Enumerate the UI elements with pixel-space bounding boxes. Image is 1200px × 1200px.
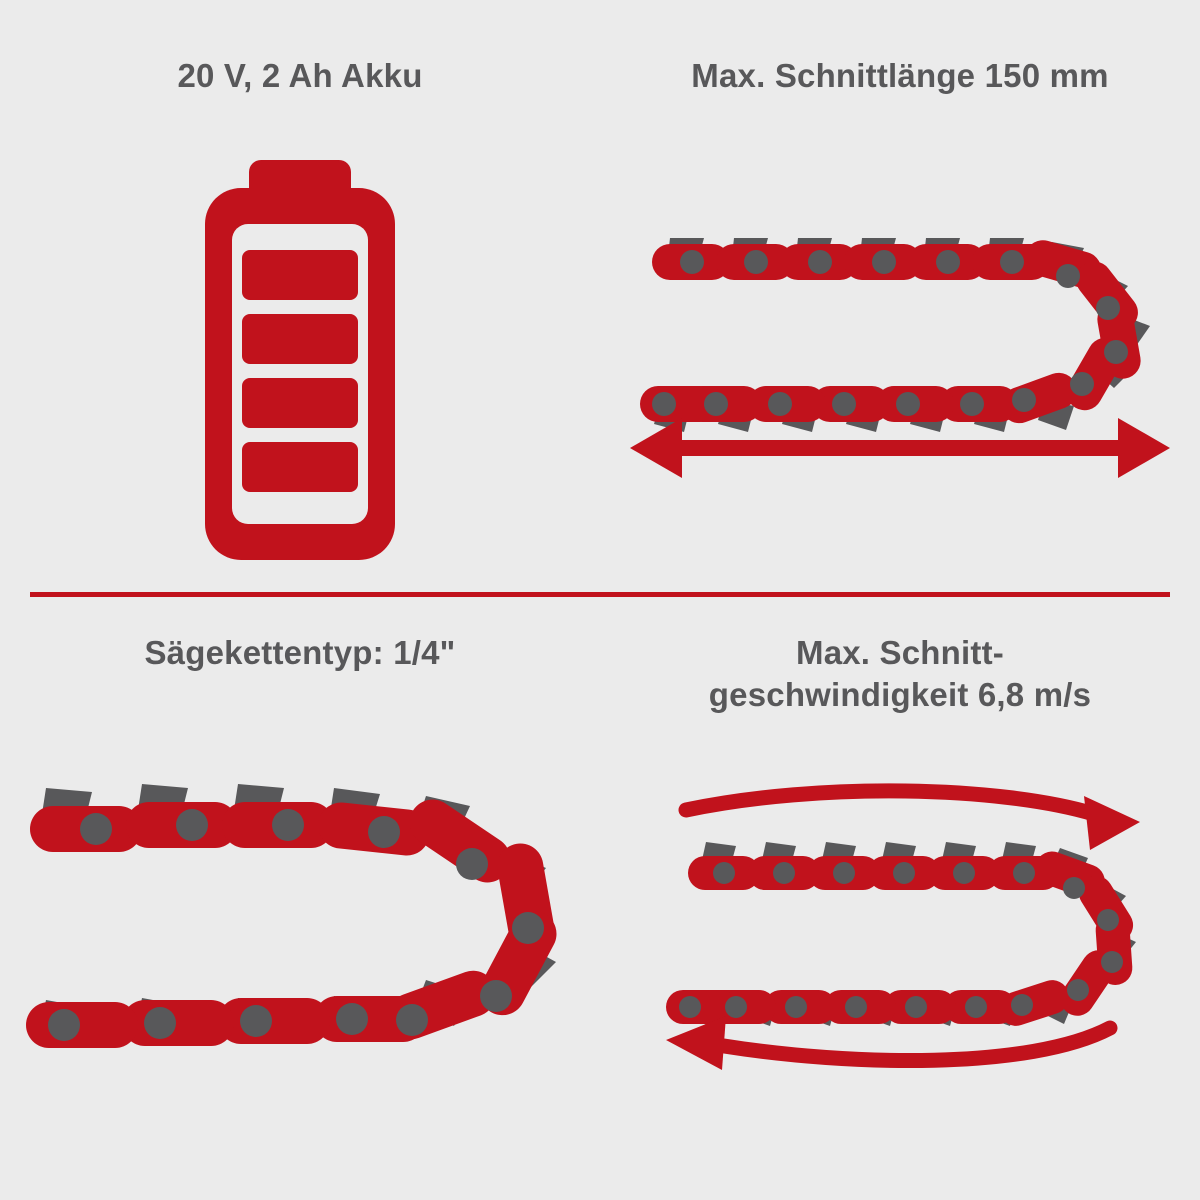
saw-chain-with-rotation-arrows-icon [600,600,1200,1200]
panel-cut-speed-caption-line1: Max. Schnitt- [796,634,1004,671]
horizontal-divider [30,592,1170,597]
panel-cut-length-caption: Max. Schnittlänge 150 mm [691,57,1109,94]
panel-cut-speed [600,600,1200,1200]
panel-battery-caption: 20 V, 2 Ah Akku [177,57,423,94]
panel-cut-length [600,0,1200,600]
panel-battery [0,0,600,600]
saw-chain-with-double-arrow-icon [600,0,1200,600]
battery-icon [0,0,600,600]
panel-chain-type-caption: Sägekettentyp: 1/4" [144,634,456,671]
panel-cut-speed-caption-line2: geschwindigkeit 6,8 m/s [708,676,1092,713]
panel-chain-type [0,600,600,1200]
saw-chain-icon [0,600,600,1200]
